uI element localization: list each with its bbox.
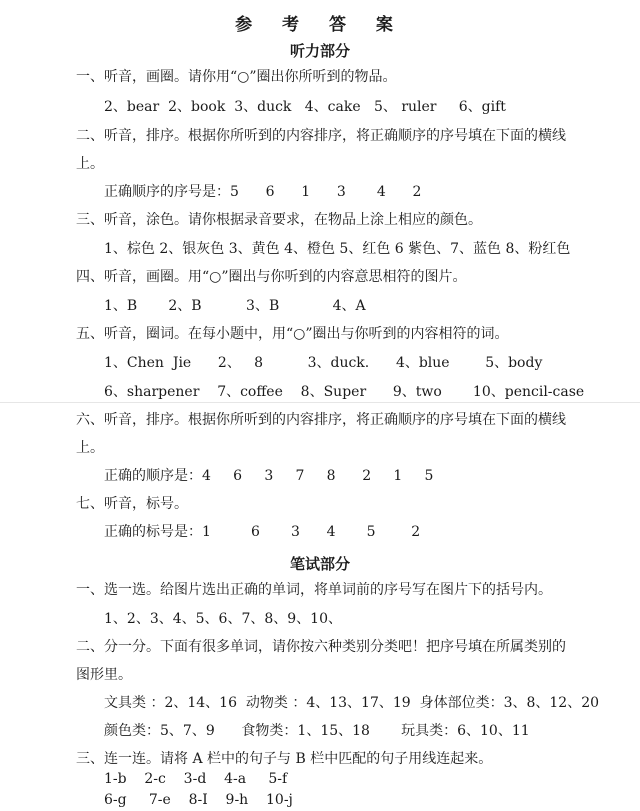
listening-q5-answer-2: 6、sharpener 7、coffee 8、Super 9、two 10、pencil-case	[104, 384, 585, 400]
written-q2-prompt: 二、分一分。下面有很多单词，请你按六种类别分类吧！把序号填在所属类别的	[76, 639, 566, 655]
listening-q1-answer: 2、bear 2、book 3、duck 4、cake 5、 ruler 6、gift	[104, 99, 506, 115]
written-q1-prompt: 一、选一选。给图片选出正确的单词，将单词前的序号写在图片下的括号内。	[76, 582, 552, 598]
page-divider	[0, 402, 640, 403]
written-q3-answer-1: 1-b 2-c 3-d 4-a 5-f	[104, 771, 288, 787]
listening-q3-prompt: 三、听音，涂色。请你根据录音要求，在物品上涂上相应的颜色。	[76, 212, 482, 228]
listening-q6-prompt: 六、听音，排序。根据你所听到的内容排序，将正确顺序的序号填在下面的横线	[76, 412, 566, 428]
written-section-heading: 笔试部分	[289, 555, 350, 573]
listening-q4-answer: 1、B 2、B 3、B 4、A	[104, 298, 366, 314]
page-title: 参 考 答 案	[235, 15, 405, 35]
listening-q5-prompt: 五、听音，圈词。在每小题中，用“○”圈出与你听到的内容相符的词。	[76, 326, 509, 342]
written-q3-prompt: 三、连一连。请将 A 栏中的句子与 B 栏中匹配的句子用线连起来。	[76, 751, 493, 767]
written-q1-answer: 1、2、3、4、5、6、7、8、9、10、	[104, 611, 342, 627]
written-q2-answer-2: 颜色类：5、7、9 食物类：1、15、18 玩具类：6、10、11	[104, 723, 530, 739]
written-q2-prompt-cont: 图形里。	[76, 667, 132, 683]
listening-q7-prompt: 七、听音，标号。	[76, 496, 188, 512]
listening-q5-answer-1: 1、Chen Jie 2、 8 3、duck. 4、blue 5、body	[104, 355, 543, 371]
listening-q6-answer: 正确的顺序是：4 6 3 7 8 2 1 5	[104, 468, 434, 484]
written-q3-answer-2: 6-g 7-e 8-I 9-h 10-j	[104, 792, 293, 808]
listening-q1-prompt: 一、听音，画圈。请你用“○”圈出你所听到的物品。	[76, 69, 397, 85]
listening-q2-answer: 正确顺序的序号是：5 6 1 3 4 2	[104, 184, 422, 200]
listening-q4-prompt: 四、听音，画圈。用“○”圈出与你听到的内容意思相符的图片。	[76, 269, 467, 285]
listening-section-heading: 听力部分	[289, 42, 350, 60]
listening-q7-answer: 正确的标号是：1 6 3 4 5 2	[104, 524, 421, 540]
listening-q2-prompt-cont: 上。	[76, 156, 104, 172]
listening-q3-answer: 1、棕色 2、银灰色 3、黄色 4、橙色 5、红色 6 紫色、7、蓝色 8、粉红色	[104, 241, 571, 257]
written-q2-answer-1: 文具类 ：2、14、16 动物类 ：4、13、17、19 身体部位类：3、8、12、20	[104, 695, 600, 711]
listening-q6-prompt-cont: 上。	[76, 440, 104, 456]
listening-q2-prompt: 二、听音，排序。根据你所听到的内容排序，将正确顺序的序号填在下面的横线	[76, 128, 566, 144]
